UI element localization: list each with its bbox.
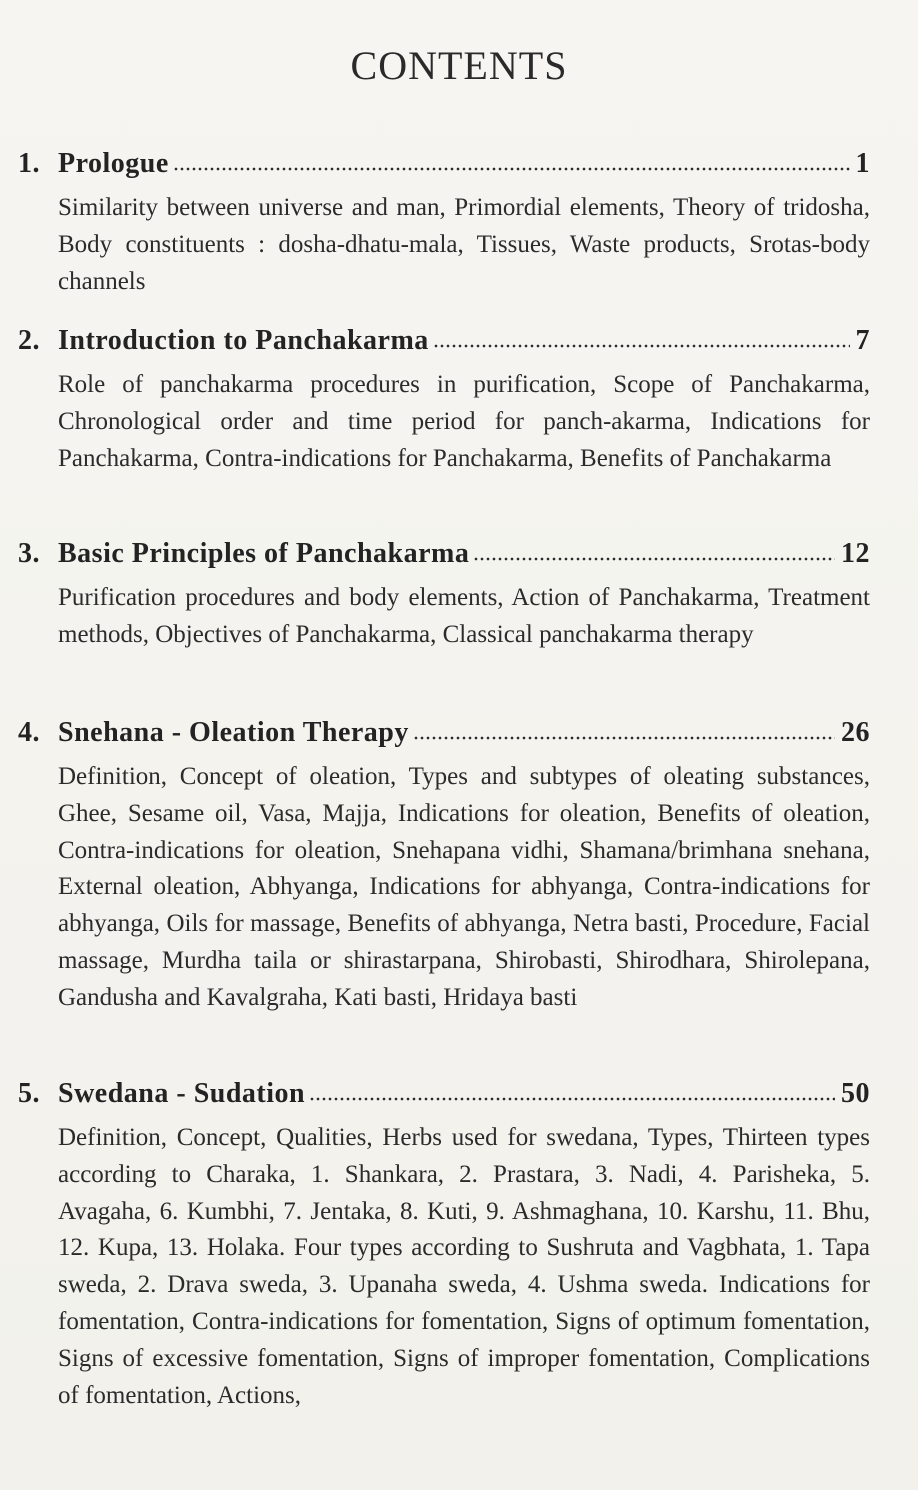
toc-entry-heading[interactable] [18,717,870,749]
toc-entry-page-number: 12 [841,538,870,569]
toc-entry-title: Introduction to Panchakarma [58,325,429,356]
dot-leader [413,735,835,741]
toc-entry [18,717,870,1017]
toc-entry-number: 3. [18,538,40,569]
toc-entry-title: Snehana - Oleation Therapy [58,717,409,748]
dot-leader [473,556,835,562]
toc-entry-heading[interactable] [18,148,870,180]
toc-entry [18,148,870,300]
toc-entry-heading[interactable] [18,1078,870,1110]
toc-entry-description: Purification procedures and body elements, Action of Panchakarma, Treatment methods, Objectives of Panchakarma, Classical panchakarma therapy [58,584,870,648]
toc-entry [18,538,870,654]
toc-entry-description: Similarity between universe and man, Primordial elements, Theory of tridosha, Body constituents : dosha-dhatu-mala, Tissues, Waste products, Srotas-body channels [58,194,870,295]
toc-entry-page-number: 26 [841,717,870,748]
toc-entry-number: 5. [18,1078,40,1109]
toc-entry-page-number: 7 [855,325,870,356]
toc-entry-description: Definition, Concept, Qualities, Herbs used for swedana, Types, Thirteen types according to Charaka, 1. Shankara, 2. Prastara, 3. Nadi, 4. Parisheka, 5. Avagaha, 6. Kumbhi, 7. Jentaka, 8. Kuti, 9. Ashmaghana, 10. Karshu, 11. Bhu, 12. Kupa, 13. Holaka. Four types according to Sushruta and Vagbhata, 1. Tapa sweda, 2. Drava sweda, 3. Upanaha sweda, 4. Ushma sweda. Indications for fomentation, Contra-indications for fomentation, Signs of optimum fomentation, Signs of excessive fomentation, Signs of improper fomentation, Complications of fomentation, Actions, [58,1124,870,1409]
dot-leader [173,166,850,172]
toc-entry-number: 1. [18,148,40,179]
toc-entry-title: Basic Principles of Panchakarma [58,538,470,569]
toc-entry [18,325,870,477]
toc-entry-number: 4. [18,717,40,748]
toc-entry-number: 2. [18,325,40,356]
toc-entry-page-number: 50 [841,1078,870,1109]
toc-entry-heading[interactable] [18,325,870,357]
toc-entry [18,1078,870,1414]
toc-entry-description: Role of panchakarma procedures in purification, Scope of Panchakarma, Chronological order and time period for panch-akarma, Indications for Panchakarma, Contra-indications for Panchakarma, Benefits of Panchakarma [58,371,870,472]
toc-entry-title: Swedana - Sudation [58,1078,306,1109]
toc-entry-page-number: 1 [855,148,870,179]
dot-leader [433,343,850,349]
toc-entry-description: Definition, Concept of oleation, Types and subtypes of oleating substances, Ghee, Sesame oil, Vasa, Majja, Indications for oleation, Benefits of oleation, Contra-indications for oleation, Snehapana vidhi, Shamana/brimhana snehana, External oleation, Abhyanga, Indications for abhyanga, Contra-indications for abhyanga, Oils for massage, Benefits of abhyanga, Netra basti, Procedure, Facial massage, Murdha taila or shirastarpana, Shirobasti, Shirodhara, Shirolepana, Gandusha and Kavalgraha, Kati basti, Hridaya basti [58,763,870,1011]
dot-leader [309,1096,835,1102]
page-title: CONTENTS [350,43,568,88]
toc-entry-heading[interactable] [18,538,870,570]
toc-entry-title: Prologue [58,148,169,179]
